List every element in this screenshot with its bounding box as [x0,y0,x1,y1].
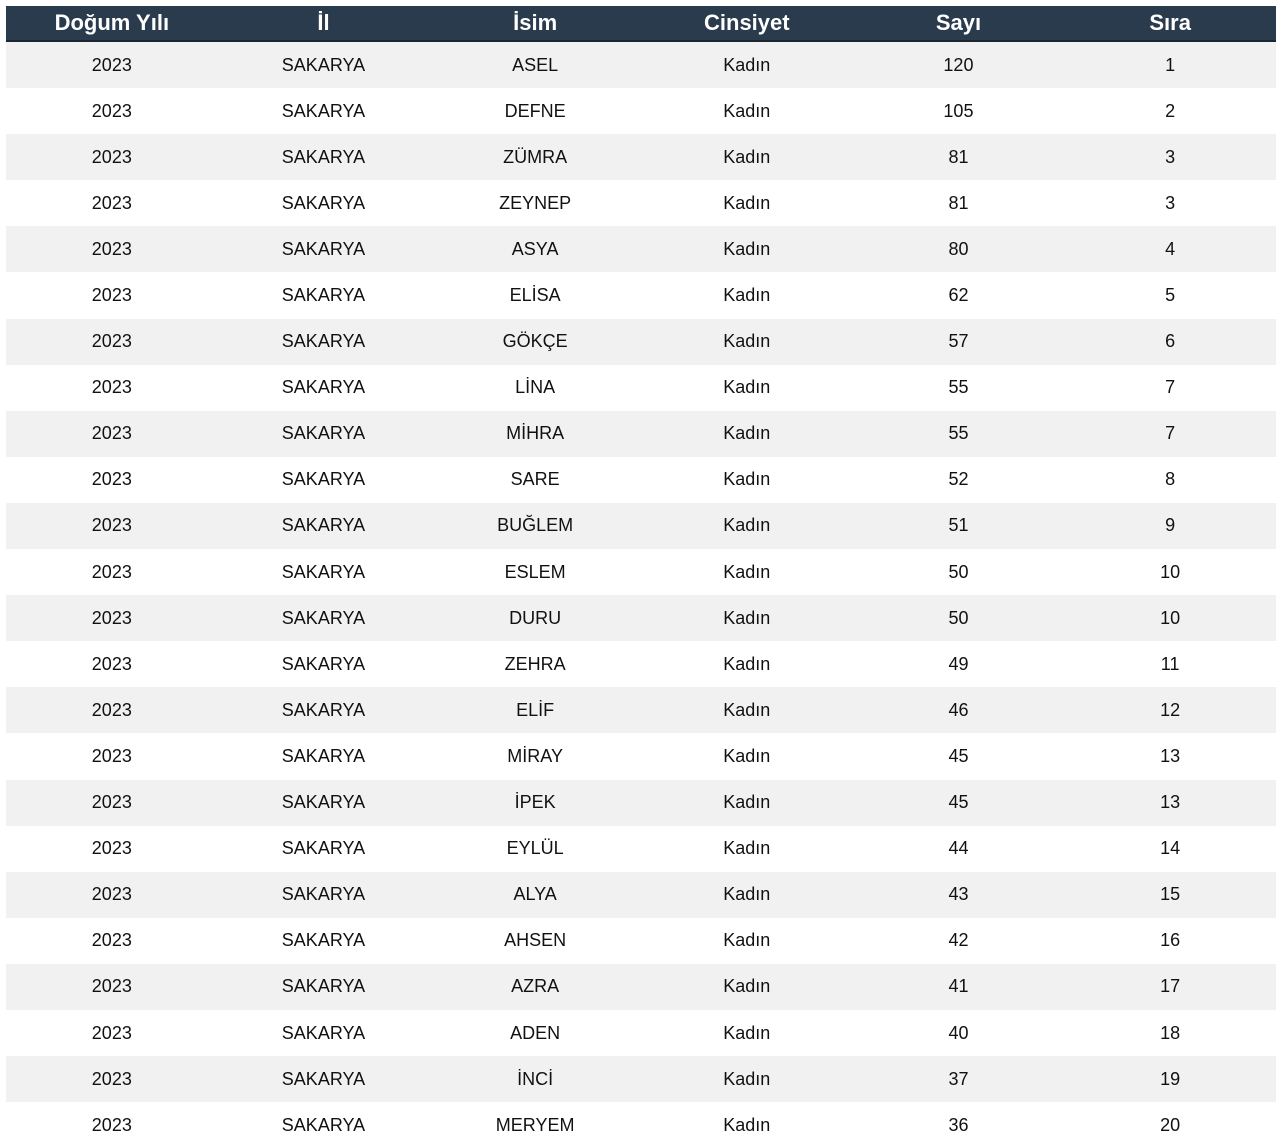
cell-province: SAKARYA [218,641,430,687]
cell-gender: Kadın [641,503,853,549]
cell-name: DURU [429,595,641,641]
cell-rank: 15 [1064,872,1276,918]
cell-name: İNCİ [429,1056,641,1102]
cell-rank: 2 [1064,88,1276,134]
cell-name: ADEN [429,1010,641,1056]
cell-province: SAKARYA [218,1056,430,1102]
cell-province: SAKARYA [218,319,430,365]
cell-count: 37 [853,1056,1065,1102]
cell-province: SAKARYA [218,88,430,134]
cell-count: 50 [853,595,1065,641]
cell-birth-year: 2023 [6,457,218,503]
table-row [6,365,1276,411]
cell-rank: 13 [1064,733,1276,779]
cell-name: LİNA [429,365,641,411]
cell-birth-year: 2023 [6,780,218,826]
cell-rank: 8 [1064,457,1276,503]
cell-province: SAKARYA [218,964,430,1010]
names-table [6,6,1276,1148]
cell-name: ASEL [429,41,641,88]
table-row [6,457,1276,503]
cell-province: SAKARYA [218,134,430,180]
cell-gender: Kadın [641,964,853,1010]
cell-birth-year: 2023 [6,319,218,365]
cell-count: 105 [853,88,1065,134]
cell-count: 51 [853,503,1065,549]
cell-birth-year: 2023 [6,595,218,641]
cell-province: SAKARYA [218,180,430,226]
table-row [6,226,1276,272]
table-row [6,41,1276,88]
cell-gender: Kadın [641,272,853,318]
cell-birth-year: 2023 [6,918,218,964]
table-row [6,687,1276,733]
cell-count: 45 [853,733,1065,779]
cell-name: ELİSA [429,272,641,318]
cell-gender: Kadın [641,88,853,134]
cell-name: BUĞLEM [429,503,641,549]
cell-rank: 10 [1064,595,1276,641]
cell-gender: Kadın [641,457,853,503]
header-rank[interactable]: Sıra [1064,6,1276,41]
cell-birth-year: 2023 [6,503,218,549]
table-row [6,595,1276,641]
cell-birth-year: 2023 [6,826,218,872]
table-row [6,641,1276,687]
cell-rank: 6 [1064,319,1276,365]
cell-count: 52 [853,457,1065,503]
cell-gender: Kadın [641,641,853,687]
table-row [6,1056,1276,1102]
cell-name: MİRAY [429,733,641,779]
cell-province: SAKARYA [218,595,430,641]
header-gender[interactable]: Cinsiyet [641,6,853,41]
cell-rank: 7 [1064,365,1276,411]
cell-rank: 12 [1064,687,1276,733]
cell-count: 57 [853,319,1065,365]
cell-province: SAKARYA [218,872,430,918]
cell-birth-year: 2023 [6,964,218,1010]
cell-gender: Kadın [641,918,853,964]
cell-count: 45 [853,780,1065,826]
cell-name: ESLEM [429,549,641,595]
cell-province: SAKARYA [218,41,430,88]
cell-birth-year: 2023 [6,226,218,272]
cell-province: SAKARYA [218,687,430,733]
cell-birth-year: 2023 [6,687,218,733]
cell-count: 55 [853,365,1065,411]
header-count[interactable]: Sayı [853,6,1065,41]
cell-rank: 11 [1064,641,1276,687]
cell-province: SAKARYA [218,733,430,779]
cell-province: SAKARYA [218,826,430,872]
cell-birth-year: 2023 [6,180,218,226]
cell-birth-year: 2023 [6,365,218,411]
cell-count: 49 [853,641,1065,687]
cell-count: 44 [853,826,1065,872]
cell-province: SAKARYA [218,918,430,964]
cell-birth-year: 2023 [6,1010,218,1056]
cell-rank: 14 [1064,826,1276,872]
cell-count: 55 [853,411,1065,457]
cell-rank: 20 [1064,1102,1276,1148]
table-row [6,780,1276,826]
cell-name: AZRA [429,964,641,1010]
cell-name: İPEK [429,780,641,826]
cell-count: 81 [853,180,1065,226]
cell-count: 40 [853,1010,1065,1056]
cell-rank: 18 [1064,1010,1276,1056]
cell-birth-year: 2023 [6,134,218,180]
cell-name: ALYA [429,872,641,918]
cell-gender: Kadın [641,1010,853,1056]
cell-rank: 1 [1064,41,1276,88]
cell-name: DEFNE [429,88,641,134]
cell-count: 80 [853,226,1065,272]
cell-province: SAKARYA [218,503,430,549]
cell-name: ZEYNEP [429,180,641,226]
table-row [6,964,1276,1010]
cell-birth-year: 2023 [6,272,218,318]
cell-name: MERYEM [429,1102,641,1148]
cell-rank: 13 [1064,780,1276,826]
table-header-row [6,6,1276,41]
header-province[interactable]: İl [218,6,430,41]
cell-province: SAKARYA [218,457,430,503]
cell-count: 42 [853,918,1065,964]
cell-gender: Kadın [641,733,853,779]
cell-gender: Kadın [641,1102,853,1148]
cell-name: SARE [429,457,641,503]
table-row [6,1102,1276,1148]
cell-gender: Kadın [641,226,853,272]
table-row [6,918,1276,964]
cell-name: ZEHRA [429,641,641,687]
cell-province: SAKARYA [218,272,430,318]
table-row [6,411,1276,457]
table-row [6,134,1276,180]
header-birth-year[interactable]: Doğum Yılı [6,6,218,41]
cell-province: SAKARYA [218,780,430,826]
cell-name: MİHRA [429,411,641,457]
cell-birth-year: 2023 [6,411,218,457]
cell-gender: Kadın [641,780,853,826]
cell-rank: 3 [1064,134,1276,180]
cell-count: 41 [853,964,1065,1010]
cell-count: 50 [853,549,1065,595]
cell-count: 43 [853,872,1065,918]
table-row [6,826,1276,872]
names-table-container [6,6,1276,1148]
table-row [6,180,1276,226]
cell-name: ZÜMRA [429,134,641,180]
cell-province: SAKARYA [218,1102,430,1148]
cell-gender: Kadın [641,319,853,365]
cell-province: SAKARYA [218,365,430,411]
cell-province: SAKARYA [218,549,430,595]
cell-count: 81 [853,134,1065,180]
cell-birth-year: 2023 [6,641,218,687]
table-row [6,319,1276,365]
cell-count: 120 [853,41,1065,88]
table-row [6,1010,1276,1056]
table-row [6,549,1276,595]
cell-birth-year: 2023 [6,88,218,134]
cell-count: 36 [853,1102,1065,1148]
cell-birth-year: 2023 [6,549,218,595]
cell-gender: Kadın [641,41,853,88]
cell-birth-year: 2023 [6,41,218,88]
cell-province: SAKARYA [218,1010,430,1056]
cell-gender: Kadın [641,1056,853,1102]
cell-rank: 7 [1064,411,1276,457]
cell-birth-year: 2023 [6,1102,218,1148]
table-row [6,88,1276,134]
table-row [6,272,1276,318]
cell-birth-year: 2023 [6,872,218,918]
cell-gender: Kadın [641,826,853,872]
header-name[interactable]: İsim [429,6,641,41]
cell-count: 62 [853,272,1065,318]
table-body [6,41,1276,1148]
cell-gender: Kadın [641,411,853,457]
cell-name: ELİF [429,687,641,733]
cell-gender: Kadın [641,595,853,641]
cell-gender: Kadın [641,365,853,411]
table-row [6,872,1276,918]
cell-rank: 16 [1064,918,1276,964]
cell-province: SAKARYA [218,226,430,272]
cell-rank: 5 [1064,272,1276,318]
cell-gender: Kadın [641,549,853,595]
cell-gender: Kadın [641,134,853,180]
cell-gender: Kadın [641,180,853,226]
cell-rank: 9 [1064,503,1276,549]
cell-birth-year: 2023 [6,733,218,779]
cell-name: AHSEN [429,918,641,964]
cell-rank: 10 [1064,549,1276,595]
cell-birth-year: 2023 [6,1056,218,1102]
table-row [6,503,1276,549]
cell-rank: 19 [1064,1056,1276,1102]
cell-rank: 3 [1064,180,1276,226]
cell-count: 46 [853,687,1065,733]
cell-name: ASYA [429,226,641,272]
cell-name: GÖKÇE [429,319,641,365]
cell-name: EYLÜL [429,826,641,872]
cell-rank: 4 [1064,226,1276,272]
cell-rank: 17 [1064,964,1276,1010]
cell-gender: Kadın [641,687,853,733]
cell-gender: Kadın [641,872,853,918]
cell-province: SAKARYA [218,411,430,457]
table-row [6,733,1276,779]
